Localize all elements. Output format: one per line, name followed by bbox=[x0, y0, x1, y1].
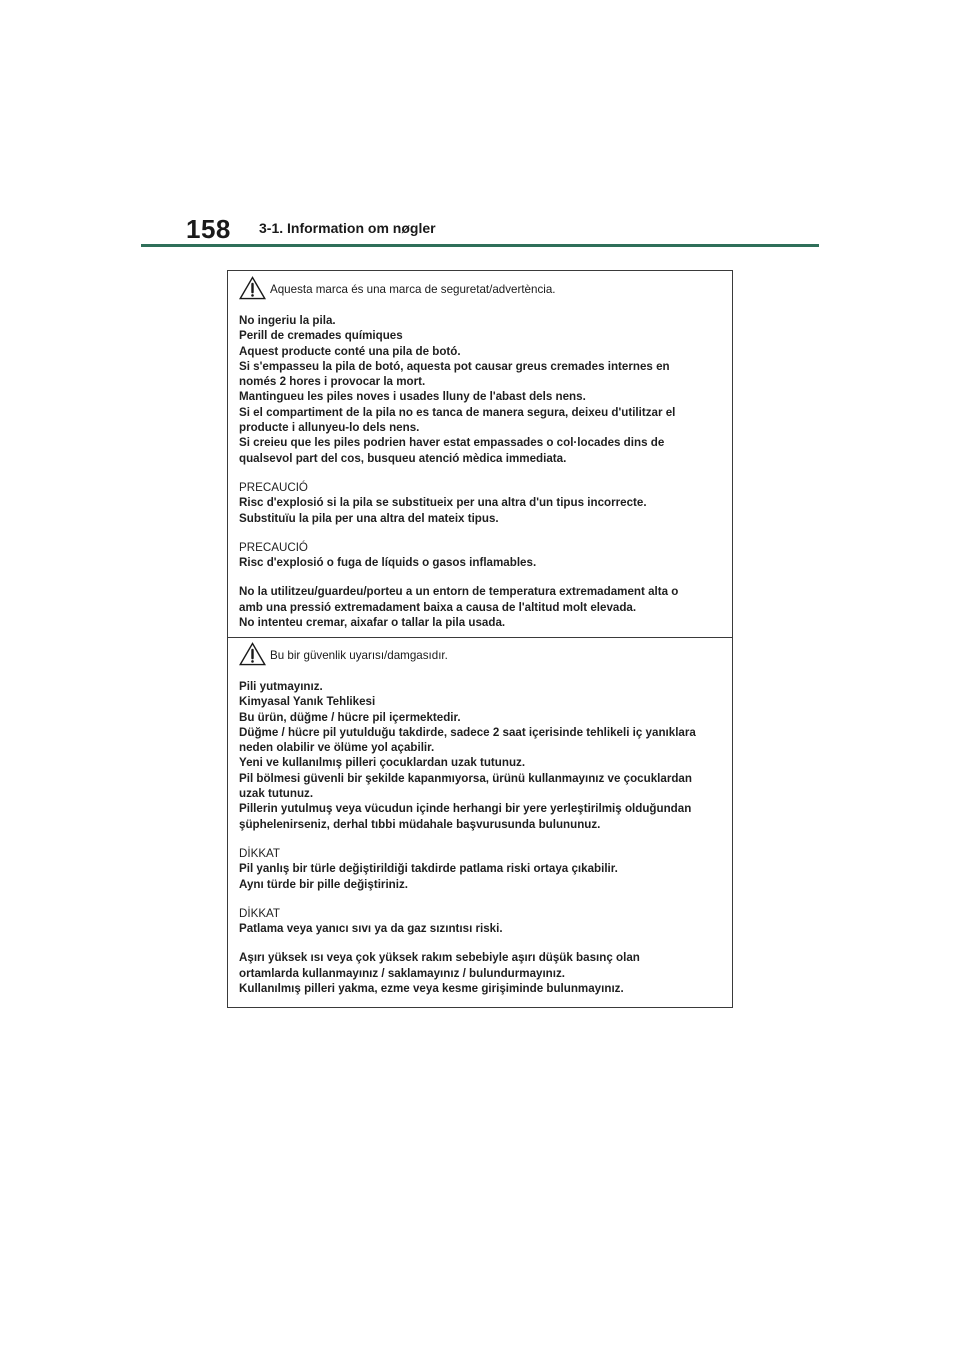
catalan-caution-text-1: Risc d'explosió si la pila se substitueix per una altra d'un tipus incorrecte. Substituïu la pila per una altra del mateix tipus. bbox=[239, 496, 647, 525]
catalan-body bbox=[239, 313, 729, 630]
panel-divider bbox=[228, 637, 732, 638]
catalan-caution-heading-1: PRECAUCIÓ bbox=[239, 480, 308, 494]
catalan-caution-heading-2: PRECAUCIÓ bbox=[239, 540, 308, 554]
catalan-environment-warning: No la utilitzeu/guardeu/porteu a un entorn de temperatura extremadament alta o amb una pressió extremadament baixa a causa de l'altitud molt elevada. No intenteu cremar, aixafar o tallar la pila usada. bbox=[239, 585, 679, 630]
catalan-mark-row bbox=[239, 276, 556, 300]
warning-triangle-icon bbox=[239, 642, 266, 666]
turkish-warning-panel bbox=[228, 639, 732, 1007]
turkish-body bbox=[239, 679, 729, 996]
turkish-mark-text: Bu bir güvenlik uyarısı/damgasıdır. bbox=[270, 649, 448, 662]
catalan-mark-text: Aquesta marca és una marca de seguretat/advertència. bbox=[270, 283, 556, 296]
turkish-environment-warning: Aşırı yüksek ısı veya çok yüksek rakım sebebiyle aşırı düşük basınç olan ortamlarda kullanmayınız / saklamayınız / bulundurmayınız. Kullanılmış pilleri yakma, ezme veya kesme girişiminde bulunmayınız. bbox=[239, 951, 640, 996]
turkish-caution-text-1: Pil yanlış bir türle değiştirildiği takdirde patlama riski ortaya çıkabilir. Aynı türde bir pille değiştiriniz. bbox=[239, 862, 618, 891]
turkish-caution-heading-1: DİKKAT bbox=[239, 846, 281, 860]
turkish-caution-heading-2: DİKKAT bbox=[239, 906, 281, 920]
warning-triangle-icon bbox=[239, 276, 266, 300]
page-header bbox=[0, 212, 960, 248]
catalan-caution-text-2: Risc d'explosió o fuga de líquids o gasos inflamables. bbox=[239, 556, 537, 570]
catalan-ingestion-warning: No ingeriu la pila. Perill de cremades químiques Aquest producte conté una pila de botó. Si s'empasseu la pila de botó, aquesta pot causar greus cremades internes en només 2 hores i provocar la mort. Mantingueu les piles noves i usades lluny de l'abast dels nens. Si el compartiment de la pila no es tanca de manera segura, deixeu d'utilitzar el producte i allunyeu-lo dels nens. Si creieu que les piles podrien haver estat empassades o col·locades dins de qualsevol part del cos, busqueu atenció mèdica immediata. bbox=[239, 314, 676, 465]
turkish-mark-row bbox=[239, 642, 448, 666]
turkish-caution-text-2: Patlama veya yanıcı sıvı ya da gaz sızıntısı riski. bbox=[239, 922, 503, 936]
turkish-ingestion-warning: Pili yutmayınız. Kimyasal Yanık Tehlikesi Bu ürün, düğme / hücre pil içermektedir. Düğme / hücre pil yutulduğu takdirde, sadece 2 saat içerisinde tehlikeli iç yanıklara neden olabilir ve ölüme yol açabilir. Yeni ve kullanılmış pilleri çocuklardan uzak tutunuz. Pil bölmesi güvenli bir şekilde kapanmıyorsa, ürünü kullanmayınız ve çocuklardan uzak tutunuz. Pillerin yutulmuş veya vücudun içinde herhangi bir yere yerleştirilmiş olduğundan şüphelenirseniz, derhal tıbbi müdahale başvurusunda bulununuz. bbox=[239, 680, 696, 831]
battery-warning-box bbox=[227, 270, 733, 1008]
catalan-warning-panel bbox=[228, 271, 732, 638]
page-number: 158 bbox=[186, 214, 231, 244]
section-title: 3-1. Information om nøgler bbox=[259, 220, 436, 236]
header-rule bbox=[141, 244, 819, 247]
